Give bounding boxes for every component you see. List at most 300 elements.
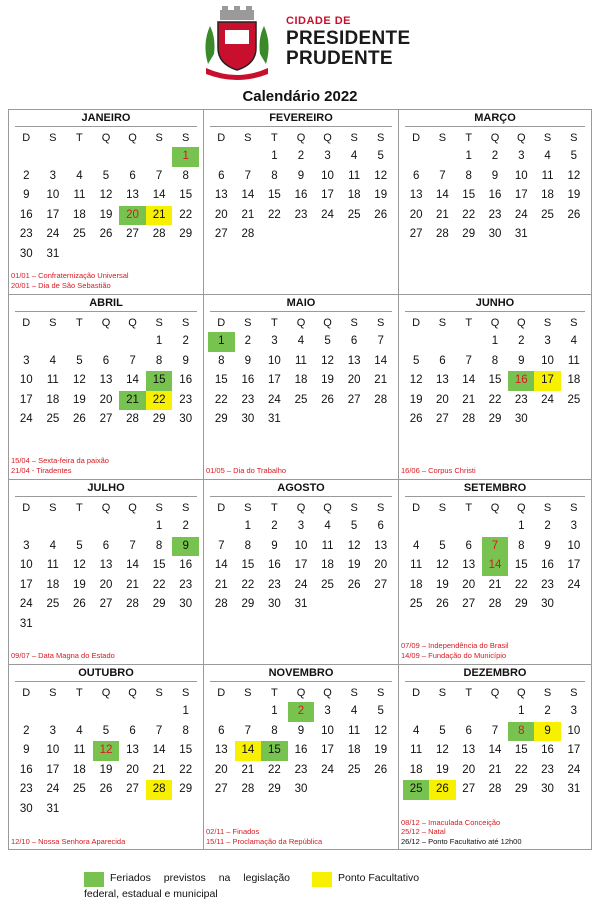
weekday-header: Q xyxy=(128,317,137,329)
day-cell: 1 xyxy=(155,520,163,532)
day-cell: 9 xyxy=(544,539,551,552)
day-cell: 4 xyxy=(350,150,358,162)
empty-cell xyxy=(403,517,429,537)
day-cell: 22 xyxy=(241,578,255,591)
day-cell: 26 xyxy=(73,598,86,610)
day-cell: 7 xyxy=(465,354,472,367)
day-cell: 13 xyxy=(99,559,113,571)
day-cell: 18 xyxy=(46,578,60,591)
day-cell: 10 xyxy=(46,744,60,756)
day-cell: 4 xyxy=(544,150,551,162)
day-cell: 18 xyxy=(73,208,86,221)
day-cell: 22 xyxy=(462,208,476,221)
weekday-header: T xyxy=(465,502,473,514)
day-cell: 14 xyxy=(482,556,508,576)
day-cell: 5 xyxy=(377,150,384,162)
day-cell: 19 xyxy=(374,744,388,756)
day-cell: 2 xyxy=(271,520,278,532)
empty-cell xyxy=(66,702,93,722)
day-cell: 6 xyxy=(377,520,384,532)
empty-cell xyxy=(119,702,146,722)
day-cell: 19 xyxy=(73,393,86,406)
empty-cell xyxy=(146,702,173,722)
empty-cell xyxy=(482,517,508,537)
day-cell: 10 xyxy=(19,559,33,571)
day-cell: 15 xyxy=(268,189,281,201)
weekday-header: S xyxy=(377,502,385,514)
day-cell: 21 xyxy=(119,391,146,411)
month-abril xyxy=(9,295,204,479)
weekday-header: T xyxy=(271,502,278,514)
day-cell: 22 xyxy=(152,578,166,591)
day-cell: 27 xyxy=(462,783,476,795)
day-cell: 20 xyxy=(99,578,113,591)
day-cell: 1 xyxy=(491,335,499,347)
holiday-note: 15/11 – Proclamação da República xyxy=(206,836,323,846)
day-cell: 16 xyxy=(19,763,33,776)
day-cell: 28 xyxy=(488,783,502,795)
day-cell: 12 xyxy=(436,559,449,571)
empty-cell xyxy=(403,147,429,167)
day-cell: 3 xyxy=(324,705,331,717)
day-cell: 26 xyxy=(429,780,455,800)
day-cell: 25 xyxy=(73,783,86,795)
day-cell: 12 xyxy=(93,741,120,761)
day-cell: 17 xyxy=(294,559,308,571)
weekday-header: S xyxy=(49,317,57,329)
day-cell: 23 xyxy=(268,578,281,591)
day-cell: 4 xyxy=(297,335,305,347)
day-cell: 10 xyxy=(321,724,334,737)
weekday-header: S xyxy=(49,687,57,699)
weekday-header: S xyxy=(350,502,358,514)
day-cell: 9 xyxy=(297,724,305,737)
weekday-header: S xyxy=(543,502,552,514)
day-cell: 19 xyxy=(436,763,449,776)
empty-cell xyxy=(40,147,67,167)
day-cell: 2 xyxy=(23,169,30,182)
holiday-note: 16/06 – Corpus Christi xyxy=(401,465,476,475)
day-cell: 24 xyxy=(46,228,60,240)
day-cell: 4 xyxy=(76,724,83,737)
day-cell: 19 xyxy=(347,559,361,571)
day-cell: 7 xyxy=(439,169,446,182)
day-cell: 8 xyxy=(155,539,163,552)
day-cell: 9 xyxy=(518,354,525,367)
month-notes xyxy=(401,641,509,660)
day-cell: 25 xyxy=(321,578,334,591)
empty-cell xyxy=(93,147,120,167)
day-cell: 9 xyxy=(23,744,30,756)
weekday-header: D xyxy=(217,687,226,699)
holiday-note: 07/09 – Independência do Brasil xyxy=(401,641,509,650)
day-cell: 29 xyxy=(462,228,476,240)
weekday-header: S xyxy=(350,317,358,329)
day-cell: 18 xyxy=(567,374,581,386)
day-cell: 7 xyxy=(155,724,163,737)
day-cell: 25 xyxy=(347,763,361,776)
month-notes xyxy=(11,837,125,847)
day-cell: 20 xyxy=(214,763,228,776)
holiday-note: 01/01 – Confraternização Universal xyxy=(11,271,129,280)
day-cell: 31 xyxy=(514,228,528,240)
day-cell: 3 xyxy=(570,705,578,717)
day-cell: 2 xyxy=(544,520,551,532)
month-outubro xyxy=(9,665,204,850)
day-cell: 6 xyxy=(350,335,358,347)
day-cell: 20 xyxy=(214,208,228,221)
day-cell: 10 xyxy=(46,189,60,201)
day-cell: 24 xyxy=(294,578,308,591)
weekday-header: S xyxy=(438,317,447,329)
day-cell: 20 xyxy=(374,559,388,571)
day-cell: 13 xyxy=(347,354,361,367)
month-name: SETEMBRO xyxy=(405,480,585,497)
day-cell: 1 xyxy=(172,147,199,167)
empty-cell xyxy=(208,147,235,167)
day-cell: 8 xyxy=(244,539,252,552)
day-cell: 17 xyxy=(46,208,60,221)
day-cell: 11 xyxy=(410,559,423,571)
day-cell: 21 xyxy=(488,578,502,591)
day-cell: 17 xyxy=(567,559,581,571)
day-cell: 8 xyxy=(155,354,163,367)
weekday-header: S xyxy=(49,502,57,514)
month-name: OUTUBRO xyxy=(15,665,197,682)
day-cell: 10 xyxy=(567,539,581,552)
day-cell: 24 xyxy=(19,598,33,610)
day-cell: 16 xyxy=(179,374,193,386)
day-cell: 17 xyxy=(321,744,334,756)
day-cell: 13 xyxy=(462,744,476,756)
day-cell: 10 xyxy=(567,724,581,737)
weekday-header: Q xyxy=(101,687,111,699)
day-cell: 26 xyxy=(73,413,86,425)
holiday-note: 14/09 – Fundação do Município xyxy=(401,650,507,660)
day-cell: 7 xyxy=(244,724,252,737)
empty-cell xyxy=(208,517,235,537)
day-cell: 24 xyxy=(46,783,60,795)
month-julho xyxy=(9,480,204,664)
day-cell: 16 xyxy=(488,189,502,201)
weekday-header: S xyxy=(155,317,163,329)
weekday-header: D xyxy=(412,317,421,329)
day-cell: 15 xyxy=(261,741,288,761)
day-cell: 26 xyxy=(99,228,113,240)
day-cell: 30 xyxy=(268,598,281,610)
day-cell: 29 xyxy=(241,598,255,610)
day-cell: 28 xyxy=(214,598,228,610)
day-cell: 1 xyxy=(208,332,235,352)
month-days xyxy=(208,314,394,430)
month-name: ABRIL xyxy=(15,295,197,312)
city-name-line-2: PRUDENTE xyxy=(286,48,393,69)
month-notes xyxy=(11,456,109,475)
day-cell: 28 xyxy=(126,598,139,610)
empty-cell xyxy=(13,517,40,537)
day-cell: 12 xyxy=(436,744,449,756)
holiday-note: 08/12 – Imaculada Conceição xyxy=(401,817,501,827)
weekday-header: T xyxy=(76,502,83,514)
day-cell: 17 xyxy=(321,189,334,201)
day-cell: 5 xyxy=(324,335,331,347)
day-cell: 3 xyxy=(324,150,331,162)
empty-cell xyxy=(66,517,93,537)
day-cell: 21 xyxy=(241,208,255,221)
weekday-header: Q xyxy=(296,687,306,699)
day-cell: 27 xyxy=(99,413,113,425)
day-cell: 25 xyxy=(46,413,60,425)
day-cell: 7 xyxy=(155,169,163,182)
weekday-header: S xyxy=(543,132,552,144)
weekday-header: D xyxy=(217,132,226,144)
day-cell: 14 xyxy=(436,189,449,201)
day-cell: 13 xyxy=(374,539,388,552)
weekday-header: S xyxy=(377,687,385,699)
day-cell: 30 xyxy=(179,598,193,610)
month-name: FEVEREIRO xyxy=(210,110,392,127)
day-cell: 3 xyxy=(271,335,278,347)
day-cell: 21 xyxy=(462,393,476,406)
day-cell: 26 xyxy=(347,578,361,591)
day-cell: 15 xyxy=(514,559,528,571)
weekday-header: Q xyxy=(323,317,332,329)
day-cell: 27 xyxy=(347,393,361,406)
day-cell: 27 xyxy=(409,228,423,240)
page-title: Calendário 2022 xyxy=(242,88,358,105)
month-notes xyxy=(206,827,322,846)
day-cell: 9 xyxy=(172,537,199,557)
day-cell: 15 xyxy=(514,744,528,756)
day-cell: 20 xyxy=(126,763,139,776)
day-cell: 26 xyxy=(321,393,334,406)
day-cell: 28 xyxy=(488,598,502,610)
weekday-header: S xyxy=(155,502,163,514)
month-days xyxy=(208,499,394,615)
day-cell: 12 xyxy=(99,189,113,201)
month-days xyxy=(403,684,587,800)
holiday-note: 20/01 – Dia de São Sebastião xyxy=(11,280,111,290)
day-cell: 6 xyxy=(102,354,110,367)
day-cell: 18 xyxy=(347,189,361,201)
day-cell: 10 xyxy=(514,169,528,182)
calendar-row xyxy=(9,665,591,850)
holiday-note: 12/10 – Nossa Senhora Aparecida xyxy=(11,836,126,846)
day-cell: 10 xyxy=(321,169,334,182)
day-cell: 2 xyxy=(544,705,551,717)
day-cell: 23 xyxy=(179,578,193,591)
day-cell: 21 xyxy=(241,763,255,776)
day-cell: 29 xyxy=(214,413,228,425)
day-cell: 18 xyxy=(321,559,334,571)
day-cell: 21 xyxy=(146,206,173,226)
day-cell: 21 xyxy=(126,578,139,591)
day-cell: 1 xyxy=(244,520,252,532)
holiday-swatch xyxy=(84,872,104,887)
day-cell: 11 xyxy=(295,354,307,367)
day-cell: 16 xyxy=(541,744,554,756)
day-cell: 7 xyxy=(129,354,136,367)
legend xyxy=(0,868,600,908)
day-cell: 3 xyxy=(23,539,30,552)
day-cell: 4 xyxy=(570,335,578,347)
empty-cell xyxy=(429,147,455,167)
day-cell: 10 xyxy=(268,354,281,367)
day-cell: 25 xyxy=(73,228,86,240)
month-days xyxy=(13,129,199,264)
day-cell: 30 xyxy=(541,598,554,610)
weekday-header: Q xyxy=(128,687,137,699)
holiday-note: 25/12 – Natal xyxy=(401,827,446,836)
day-cell: 16 xyxy=(241,374,255,386)
empty-cell xyxy=(429,332,455,352)
day-cell: 1 xyxy=(182,705,189,717)
calendar-grid xyxy=(8,109,592,850)
day-cell: 4 xyxy=(412,539,420,552)
month-days xyxy=(13,499,199,634)
day-cell: 2 xyxy=(297,150,305,162)
day-cell: 21 xyxy=(214,578,228,591)
day-cell: 8 xyxy=(271,169,278,182)
day-cell: 30 xyxy=(541,783,554,795)
day-cell: 26 xyxy=(374,208,388,221)
day-cell: 12 xyxy=(347,539,361,552)
day-cell: 24 xyxy=(567,763,581,776)
day-cell: 26 xyxy=(436,598,449,610)
day-cell: 20 xyxy=(436,393,449,406)
empty-cell xyxy=(482,702,508,722)
day-cell: 24 xyxy=(567,578,581,591)
day-cell: 1 xyxy=(271,150,278,162)
day-cell: 14 xyxy=(126,374,139,386)
day-cell: 17 xyxy=(534,371,560,391)
day-cell: 30 xyxy=(488,228,502,240)
day-cell: 14 xyxy=(214,559,228,571)
day-cell: 1 xyxy=(155,335,163,347)
empty-cell xyxy=(13,147,40,167)
day-cell: 27 xyxy=(374,578,388,591)
day-cell: 6 xyxy=(102,539,110,552)
day-cell: 21 xyxy=(374,374,388,386)
day-cell: 23 xyxy=(541,763,554,776)
day-cell: 5 xyxy=(102,169,110,182)
day-cell: 22 xyxy=(514,578,528,591)
day-cell: 10 xyxy=(19,374,33,386)
weekday-header: D xyxy=(22,317,31,329)
day-cell: 19 xyxy=(99,763,113,776)
day-cell: 13 xyxy=(436,374,449,386)
weekday-header: Q xyxy=(490,687,500,699)
day-cell: 23 xyxy=(294,763,308,776)
day-cell: 12 xyxy=(374,169,388,182)
holiday-note: 21/04 - Tiradentes xyxy=(11,465,72,475)
day-cell: 25 xyxy=(46,598,60,610)
day-cell: 23 xyxy=(541,578,554,591)
month-days xyxy=(13,684,199,819)
day-cell: 25 xyxy=(541,208,554,221)
month-name: AGOSTO xyxy=(210,480,392,497)
day-cell: 14 xyxy=(235,741,262,761)
day-cell: 3 xyxy=(518,150,525,162)
weekday-header: S xyxy=(438,687,447,699)
day-cell: 14 xyxy=(241,189,255,201)
weekday-header: Q xyxy=(323,687,332,699)
day-cell: 9 xyxy=(271,539,278,552)
day-cell: 21 xyxy=(152,763,166,776)
day-cell: 19 xyxy=(374,189,388,201)
weekday-header: T xyxy=(271,132,278,144)
weekday-header: S xyxy=(182,687,190,699)
day-cell: 20 xyxy=(462,578,476,591)
month-junho xyxy=(399,295,591,479)
day-cell: 13 xyxy=(99,374,113,386)
weekday-header: S xyxy=(182,502,190,514)
day-cell: 29 xyxy=(488,413,502,425)
day-cell: 7 xyxy=(491,724,499,737)
day-cell: 15 xyxy=(462,189,476,201)
weekday-header: D xyxy=(412,687,421,699)
day-cell: 13 xyxy=(214,189,228,201)
day-cell: 6 xyxy=(439,354,446,367)
day-cell: 2 xyxy=(244,335,252,347)
day-cell: 3 xyxy=(49,169,57,182)
day-cell: 21 xyxy=(436,208,449,221)
day-cell: 28 xyxy=(436,228,449,240)
day-cell: 12 xyxy=(73,374,86,386)
day-cell: 8 xyxy=(182,724,189,737)
day-cell: 8 xyxy=(491,354,499,367)
day-cell: 15 xyxy=(488,374,502,386)
day-cell: 7 xyxy=(129,539,136,552)
empty-cell xyxy=(429,517,455,537)
weekday-header: Q xyxy=(296,317,306,329)
day-cell: 16 xyxy=(294,189,308,201)
weekday-header: S xyxy=(570,132,578,144)
day-cell: 22 xyxy=(268,763,281,776)
weekday-header: T xyxy=(271,317,278,329)
month-maio xyxy=(204,295,399,479)
day-cell: 17 xyxy=(46,763,60,776)
weekday-header: S xyxy=(438,502,447,514)
weekday-header: S xyxy=(377,132,385,144)
weekday-header: T xyxy=(465,132,473,144)
day-cell: 29 xyxy=(152,598,166,610)
weekday-header: Q xyxy=(490,502,500,514)
day-cell: 2 xyxy=(182,520,189,532)
day-cell: 18 xyxy=(409,763,423,776)
empty-cell xyxy=(93,517,120,537)
optional-swatch xyxy=(312,872,332,887)
day-cell: 8 xyxy=(508,722,534,742)
day-cell: 13 xyxy=(462,559,476,571)
weekday-header: T xyxy=(76,687,83,699)
month-days xyxy=(13,314,199,430)
month-março xyxy=(399,110,591,294)
day-cell: 7 xyxy=(482,537,508,557)
calendar-row xyxy=(9,295,591,480)
day-cell: 5 xyxy=(570,150,578,162)
weekday-header: S xyxy=(543,317,552,329)
day-cell: 1 xyxy=(518,705,525,717)
weekday-header: S xyxy=(543,687,552,699)
day-cell: 19 xyxy=(409,393,423,406)
month-days xyxy=(403,314,587,430)
weekday-header: Q xyxy=(517,502,526,514)
day-cell: 9 xyxy=(491,169,499,182)
month-name: JANEIRO xyxy=(15,110,197,127)
month-notes xyxy=(401,818,522,847)
day-cell: 6 xyxy=(218,724,225,737)
